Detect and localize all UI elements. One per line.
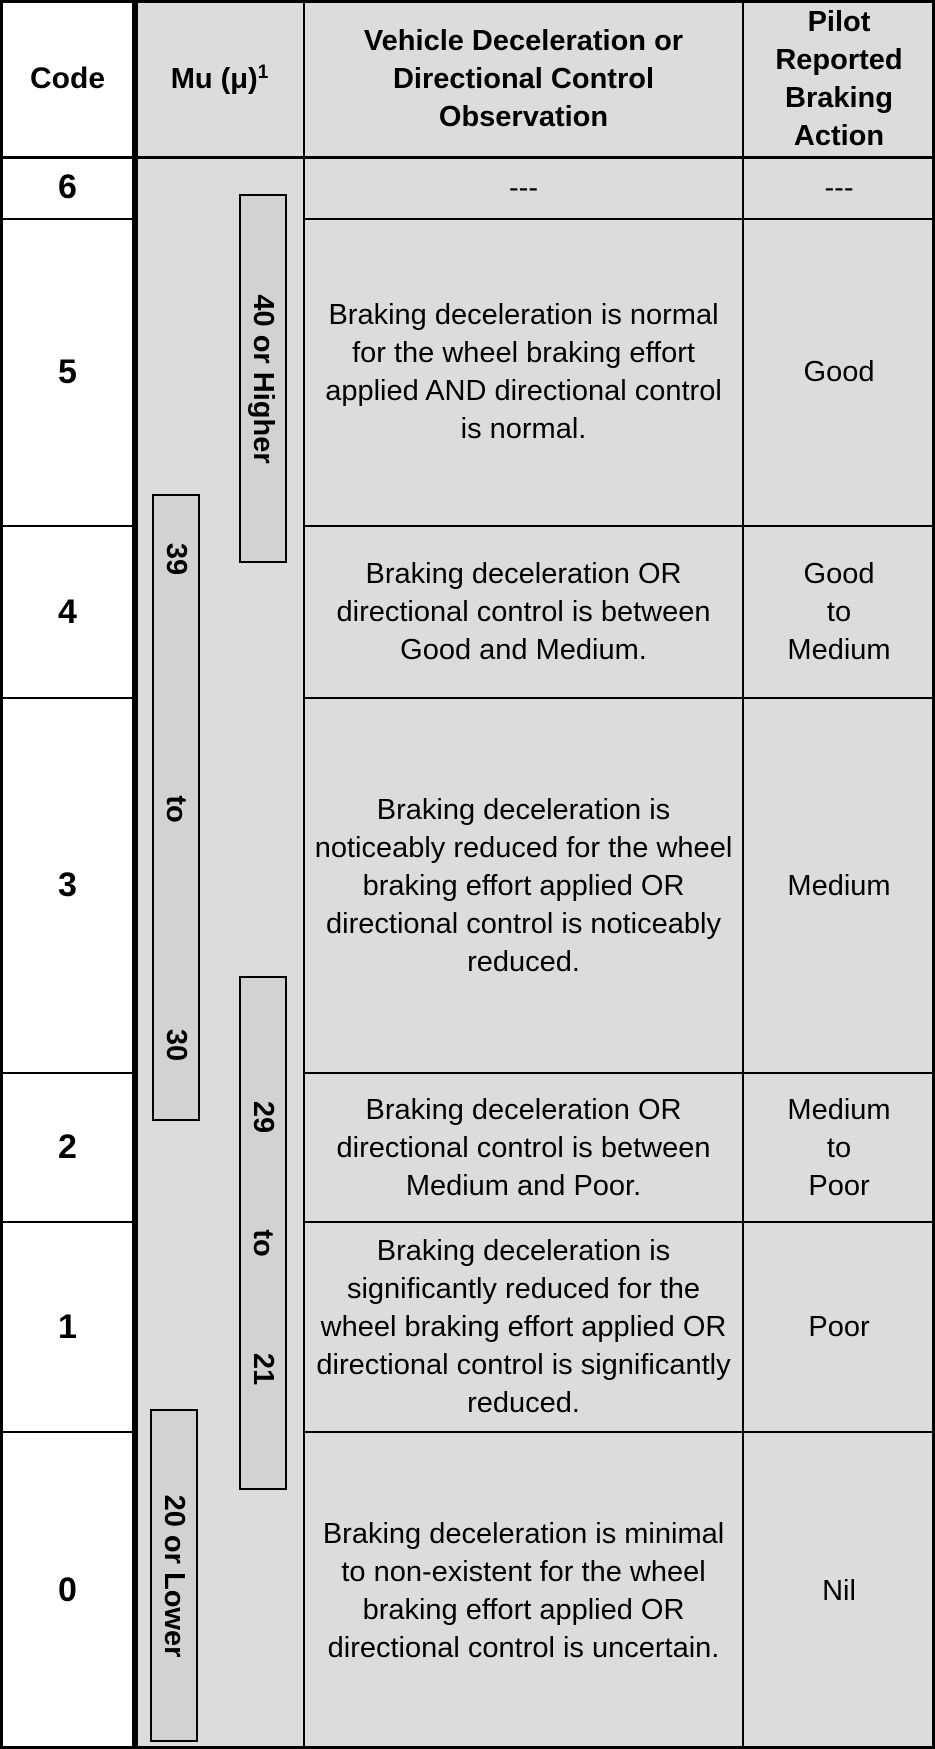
pilot-3: Medium — [787, 869, 891, 902]
pilot-2-line-3: Poor — [808, 1169, 870, 1202]
mu-label-39-to: to — [160, 795, 192, 823]
row-divider-code-2 — [0, 1221, 135, 1223]
row-divider-1 — [304, 1431, 935, 1433]
pilot-2 — [743, 1073, 935, 1222]
mu-bar-20-or-lower — [150, 1409, 198, 1742]
row-divider-6 — [304, 218, 935, 220]
header-mu-label: Mu (μ) — [170, 62, 258, 95]
header-mu — [135, 0, 304, 157]
mu-label-21: 21 — [247, 1352, 279, 1386]
code-0: 0 — [58, 1571, 77, 1609]
pilot-1: Poor — [808, 1311, 870, 1343]
row-divider-code-4 — [0, 697, 135, 699]
code-6: 6 — [58, 168, 77, 206]
divider-code-mu — [132, 0, 138, 1749]
divider-observation-pilot — [742, 0, 744, 1749]
code-1: 1 — [58, 1307, 77, 1346]
mu-bar-29-to-21 — [239, 976, 287, 1490]
header-mu-footnote: 1 — [257, 61, 269, 83]
row-divider-2 — [304, 1221, 935, 1223]
mu-bar-40-or-higher — [239, 194, 287, 563]
pilot-4-line-3: Medium — [787, 634, 891, 666]
code-5: 5 — [58, 352, 77, 391]
observation-0: Braking deceleration is minimal to non-existent for the wheel braking effort applied OR directional control is uncertain. — [322, 1517, 725, 1664]
observation-6: --- — [509, 171, 538, 204]
row-divider-code-6 — [0, 218, 135, 220]
row-divider-code-1 — [0, 1431, 135, 1433]
mu-label-20-or-lower: 20 or Lower — [158, 1494, 190, 1658]
header-pilot: Pilot Reported Braking Action — [775, 5, 903, 152]
code-4: 4 — [58, 592, 77, 631]
pilot-4 — [743, 526, 935, 698]
border-top — [0, 0, 935, 3]
pilot-2-line-2: to — [826, 1131, 852, 1164]
observation-5: Braking deceleration is normal for the wheel braking effort applied AND directional control is normal. — [325, 299, 722, 445]
pilot-2-line-1: Medium — [787, 1093, 891, 1126]
row-divider-code-3 — [0, 1072, 135, 1074]
code-3: 3 — [58, 866, 77, 904]
header-divider — [0, 156, 935, 159]
pilot-4-line-2: to — [826, 596, 852, 628]
pilot-4-line-1: Good — [803, 558, 875, 590]
mu-label-29: 29 — [247, 1100, 279, 1134]
header-observation: Vehicle Deceleration or Directional Control Observation — [363, 24, 684, 133]
observation-2: Braking deceleration OR directional control is between Medium and Poor. — [336, 1093, 711, 1202]
header-code: Code — [30, 61, 105, 95]
observation-3: Braking deceleration is noticeably reduced for the wheel braking effort applied OR directional control is noticeably reduced. — [314, 793, 733, 978]
mu-label-30: 30 — [160, 1028, 192, 1062]
border-left — [0, 0, 3, 1749]
divider-mu-observation — [303, 0, 305, 1749]
row-divider-code-5 — [0, 525, 135, 527]
row-divider-5 — [304, 525, 935, 527]
pilot-5: Good — [803, 356, 875, 388]
code-2: 2 — [58, 1128, 77, 1166]
observation-1: Braking deceleration is significantly reduced for the wheel braking effort applied OR directional control is significantly reduced. — [316, 1235, 731, 1419]
pilot-0: Nil — [822, 1574, 856, 1607]
mu-label-39: 39 — [160, 542, 192, 576]
row-divider-4 — [304, 697, 935, 699]
row-divider-3 — [304, 1072, 935, 1074]
mu-label-40-or-higher: 40 or Higher — [247, 294, 279, 464]
mu-bar-39-to-30 — [152, 494, 200, 1121]
observation-4: Braking deceleration OR directional control is between Good and Medium. — [336, 558, 711, 666]
mu-label-29-to: to — [247, 1229, 279, 1257]
pilot-6: --- — [824, 171, 854, 204]
